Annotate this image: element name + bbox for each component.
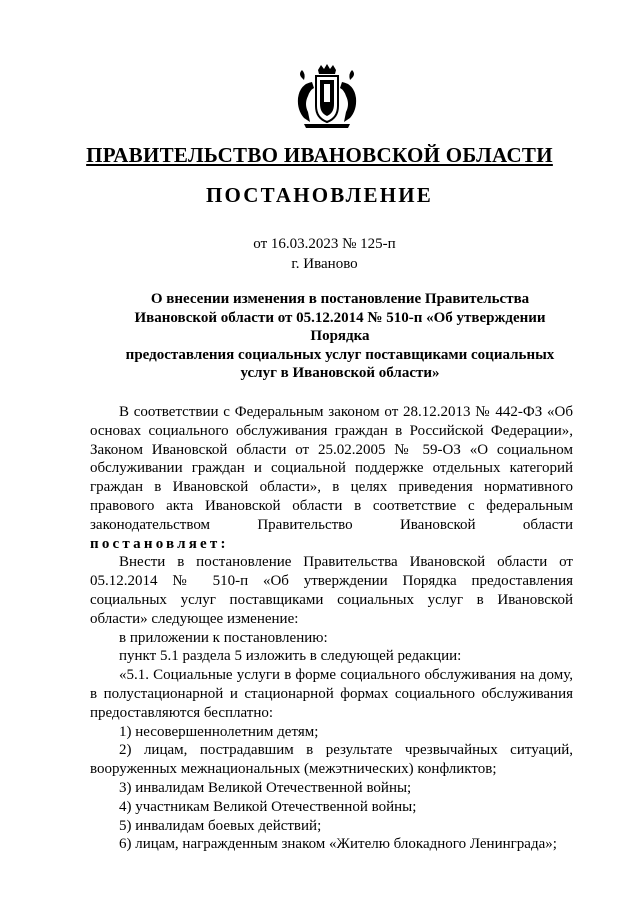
document-subject [120,290,560,383]
coat-of-arms-icon [290,62,364,130]
subject-line: Ивановской области от 05.12.2014 № 510-п «Об утверждении Порядка [134,309,546,344]
subject-line: услуг в Ивановской области» [240,365,440,381]
document-body [90,403,573,854]
city: г. Иваново [291,256,358,272]
list-item: 2) лицам, пострадавшим в результате чрезвычайных ситуаций, вооруженных межнациональных (межэтнических) конфликтов; [90,742,573,778]
paragraph: «5.1. Социальные услуги в форме социального обслуживания на дому, в полустационарной и стационарной формах социального обслуживания предоставляются бесплатно: [90,667,573,721]
document-type: ПОСТАНОВЛЕНИЕ [205,183,434,207]
preamble-text: В соответствии с Федеральным законом от 28.12.2013 № 442-ФЗ «Об основах социального обслуживания граждан в Российской Федерации», Законом Ивановской области от 25.02.2005 № 59-ОЗ «О социальном обслуживании граждан и социальной поддержке отдельных категорий граждан в Ивановской области», в целях приведения нормативного правового акта Ивановской области в соответствие с федеральным законодательством Правительство Ивановской области [90,404,573,533]
government-title: ПРАВИТЕЛЬСТВО ИВАНОВСКОЙ ОБЛАСТИ [86,143,553,167]
list-item: 6) лицам, награжденным знаком «Жителю блокадного Ленинграда»; [119,836,557,853]
preamble-paragraph [90,403,573,553]
list-item: 5) инвалидам боевых действий; [119,817,322,834]
list-item: 4) участникам Великой Отечественной войны; [119,798,417,815]
date-number: от 16.03.2023 № 125-п [253,236,396,252]
list-item: 3) инвалидам Великой Отечественной войны; [119,779,412,796]
list-item: 1) несовершеннолетним детям; [119,723,319,740]
paragraph: пункт 5.1 раздела 5 изложить в следующей редакции: [119,648,462,665]
subject-line: предоставления социальных услуг поставщиками социальных [125,346,555,363]
subject-line: О внесении изменения в постановление Правительства [150,291,530,307]
resolves-word: постановляет: [90,535,229,552]
paragraph: в приложении к постановлению: [119,629,328,646]
paragraph: Внести в постановление Правительства Ивановской области от 05.12.2014 № 510-п «Об утверждении Порядка предоставления социальных услуг поставщиками социальных услуг в Ивановской области» следующее изменение: [90,554,573,627]
